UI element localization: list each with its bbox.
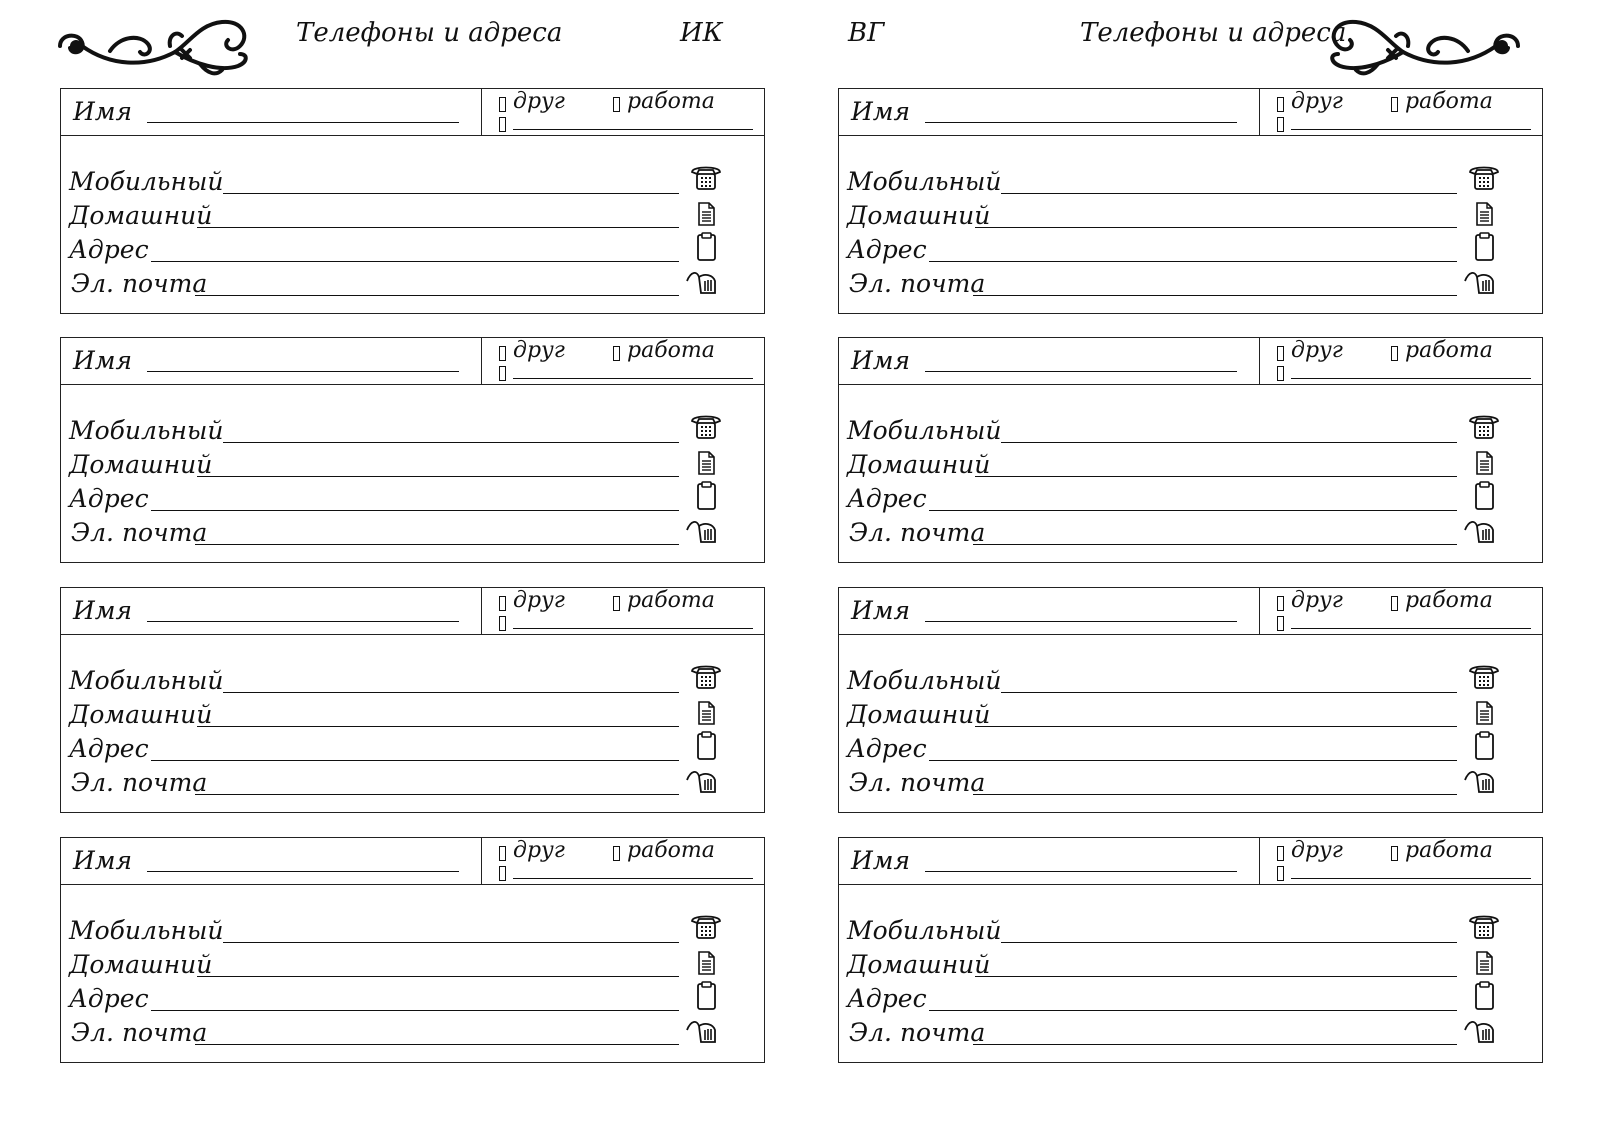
other-checkbox[interactable] xyxy=(499,117,506,132)
telephone-icon xyxy=(1467,163,1501,197)
contact-card xyxy=(60,88,765,314)
work-checkbox[interactable] xyxy=(1391,346,1398,361)
friend-label: друг xyxy=(1291,89,1343,114)
address-label: Адрес xyxy=(847,734,927,763)
address-label: Адрес xyxy=(69,984,149,1013)
card-header-divider xyxy=(481,588,482,634)
mobile-field-line[interactable] xyxy=(1001,942,1457,943)
work-label: работа xyxy=(1405,89,1493,114)
address-label: Адрес xyxy=(847,484,927,513)
friend-checkbox[interactable] xyxy=(1277,97,1284,112)
home-label: Домашний xyxy=(69,700,213,729)
mobile-label: Мобильный xyxy=(69,666,224,695)
name-label: Имя xyxy=(851,346,911,375)
right-swirl-ornament xyxy=(1318,6,1528,86)
address-field-line[interactable] xyxy=(929,1010,1457,1011)
work-label: работа xyxy=(627,89,715,114)
friend-label: друг xyxy=(513,338,565,363)
friend-label: друг xyxy=(1291,338,1343,363)
clipboard-icon xyxy=(1467,980,1501,1014)
home-field-line[interactable] xyxy=(975,976,1457,977)
home-field-line[interactable] xyxy=(975,476,1457,477)
home-field-line[interactable] xyxy=(197,976,679,977)
other-checkbox[interactable] xyxy=(1277,366,1284,381)
name-field-line[interactable] xyxy=(925,122,1237,123)
email-label: Эл. почта xyxy=(849,768,986,797)
home-label: Домашний xyxy=(847,700,991,729)
address-label: Адрес xyxy=(847,235,927,264)
friend-checkbox[interactable] xyxy=(499,97,506,112)
email-label: Эл. почта xyxy=(849,269,986,298)
other-checkbox[interactable] xyxy=(499,616,506,631)
home-label: Домашний xyxy=(69,950,213,979)
other-checkbox[interactable] xyxy=(1277,117,1284,132)
email-label: Эл. почта xyxy=(71,1018,208,1047)
clipboard-icon xyxy=(689,980,723,1014)
computer-mouse-icon xyxy=(685,267,719,301)
address-field-line[interactable] xyxy=(929,510,1457,511)
work-checkbox[interactable] xyxy=(613,97,620,112)
other-checkbox[interactable] xyxy=(1277,866,1284,881)
name-field-line[interactable] xyxy=(147,122,459,123)
email-label: Эл. почта xyxy=(71,768,208,797)
other-checkbox[interactable] xyxy=(499,366,506,381)
left-swirl-ornament xyxy=(50,6,260,86)
document-icon xyxy=(689,199,723,233)
home-label: Домашний xyxy=(69,201,213,230)
email-label: Эл. почта xyxy=(71,269,208,298)
email-field-line[interactable] xyxy=(195,1044,679,1045)
other-checkbox[interactable] xyxy=(499,866,506,881)
telephone-icon xyxy=(689,412,723,446)
mobile-field-line[interactable] xyxy=(223,942,679,943)
address-field-line[interactable] xyxy=(929,760,1457,761)
work-checkbox[interactable] xyxy=(613,596,620,611)
contact-card xyxy=(838,88,1543,314)
mobile-label: Мобильный xyxy=(847,167,1002,196)
mobile-label: Мобильный xyxy=(847,416,1002,445)
mobile-label: Мобильный xyxy=(847,916,1002,945)
contact-card xyxy=(60,587,765,813)
friend-checkbox[interactable] xyxy=(499,596,506,611)
document-icon xyxy=(1467,698,1501,732)
friend-label: друг xyxy=(513,838,565,863)
mobile-label: Мобильный xyxy=(69,916,224,945)
mobile-field-line[interactable] xyxy=(223,442,679,443)
friend-checkbox[interactable] xyxy=(499,346,506,361)
email-field-line[interactable] xyxy=(973,794,1457,795)
center-left-initials: ИК xyxy=(680,18,723,48)
telephone-icon xyxy=(1467,662,1501,696)
clipboard-icon xyxy=(689,480,723,514)
mobile-label: Мобильный xyxy=(69,167,224,196)
friend-checkbox[interactable] xyxy=(1277,596,1284,611)
email-field-line[interactable] xyxy=(195,794,679,795)
other-checkbox[interactable] xyxy=(1277,616,1284,631)
mobile-field-line[interactable] xyxy=(223,193,679,194)
email-field-line[interactable] xyxy=(973,1044,1457,1045)
document-icon xyxy=(689,698,723,732)
clipboard-icon xyxy=(1467,231,1501,265)
other-field-line[interactable] xyxy=(1291,628,1531,629)
email-field-line[interactable] xyxy=(973,544,1457,545)
work-checkbox[interactable] xyxy=(1391,97,1398,112)
contact-card xyxy=(838,587,1543,813)
card-header-divider xyxy=(481,338,482,384)
card-header-divider xyxy=(1259,89,1260,135)
friend-checkbox[interactable] xyxy=(1277,846,1284,861)
name-label: Имя xyxy=(73,596,133,625)
document-icon xyxy=(1467,948,1501,982)
friend-checkbox[interactable] xyxy=(1277,346,1284,361)
computer-mouse-icon xyxy=(1463,267,1497,301)
mobile-field-line[interactable] xyxy=(1001,692,1457,693)
home-field-line[interactable] xyxy=(197,476,679,477)
email-label: Эл. почта xyxy=(71,518,208,547)
computer-mouse-icon xyxy=(685,516,719,550)
left-page-title: Телефоны и адреса xyxy=(296,18,563,48)
computer-mouse-icon xyxy=(1463,1016,1497,1050)
friend-label: друг xyxy=(1291,838,1343,863)
address-field-line[interactable] xyxy=(151,261,679,262)
other-field-line[interactable] xyxy=(1291,129,1531,130)
clipboard-icon xyxy=(1467,730,1501,764)
name-field-line[interactable] xyxy=(147,621,459,622)
home-field-line[interactable] xyxy=(197,227,679,228)
name-field-line[interactable] xyxy=(147,371,459,372)
address-field-line[interactable] xyxy=(151,510,679,511)
telephone-icon xyxy=(689,912,723,946)
friend-label: друг xyxy=(513,89,565,114)
contact-card xyxy=(60,837,765,1063)
card-header-divider xyxy=(1259,588,1260,634)
document-icon xyxy=(1467,448,1501,482)
clipboard-icon xyxy=(689,730,723,764)
card-header-divider xyxy=(1259,338,1260,384)
work-label: работа xyxy=(627,338,715,363)
computer-mouse-icon xyxy=(685,1016,719,1050)
work-checkbox[interactable] xyxy=(1391,596,1398,611)
contact-card xyxy=(838,837,1543,1063)
work-checkbox[interactable] xyxy=(1391,846,1398,861)
computer-mouse-icon xyxy=(1463,516,1497,550)
friend-checkbox[interactable] xyxy=(499,846,506,861)
other-field-line[interactable] xyxy=(1291,378,1531,379)
contact-card xyxy=(60,337,765,563)
home-field-line[interactable] xyxy=(975,726,1457,727)
friend-label: друг xyxy=(513,588,565,613)
home-field-line[interactable] xyxy=(197,726,679,727)
address-field-line[interactable] xyxy=(929,261,1457,262)
address-field-line[interactable] xyxy=(151,760,679,761)
contact-card xyxy=(838,337,1543,563)
name-label: Имя xyxy=(73,846,133,875)
name-field-line[interactable] xyxy=(925,621,1237,622)
name-field-line[interactable] xyxy=(925,871,1237,872)
email-label: Эл. почта xyxy=(849,1018,986,1047)
address-label: Адрес xyxy=(69,734,149,763)
home-field-line[interactable] xyxy=(975,227,1457,228)
work-label: работа xyxy=(1405,338,1493,363)
document-icon xyxy=(1467,199,1501,233)
document-icon xyxy=(689,948,723,982)
work-checkbox[interactable] xyxy=(613,346,620,361)
computer-mouse-icon xyxy=(685,766,719,800)
card-header-divider xyxy=(1259,838,1260,884)
name-label: Имя xyxy=(851,596,911,625)
telephone-icon xyxy=(689,163,723,197)
home-label: Домашний xyxy=(847,201,991,230)
name-label: Имя xyxy=(851,97,911,126)
document-icon xyxy=(689,448,723,482)
work-checkbox[interactable] xyxy=(613,846,620,861)
work-label: работа xyxy=(627,838,715,863)
home-label: Домашний xyxy=(847,950,991,979)
mobile-field-line[interactable] xyxy=(1001,442,1457,443)
name-label: Имя xyxy=(851,846,911,875)
mobile-field-line[interactable] xyxy=(223,692,679,693)
name-field-line[interactable] xyxy=(147,871,459,872)
telephone-icon xyxy=(1467,412,1501,446)
work-label: работа xyxy=(1405,588,1493,613)
name-field-line[interactable] xyxy=(925,371,1237,372)
other-field-line[interactable] xyxy=(513,628,753,629)
email-label: Эл. почта xyxy=(849,518,986,547)
telephone-icon xyxy=(689,662,723,696)
address-label: Адрес xyxy=(69,235,149,264)
name-label: Имя xyxy=(73,97,133,126)
home-label: Домашний xyxy=(847,450,991,479)
mobile-label: Мобильный xyxy=(847,666,1002,695)
address-label: Адрес xyxy=(847,984,927,1013)
center-right-initials: ВГ xyxy=(848,18,885,48)
other-field-line[interactable] xyxy=(513,378,753,379)
other-field-line[interactable] xyxy=(1291,878,1531,879)
right-page-title: Телефоны и адреса xyxy=(1080,18,1347,48)
name-label: Имя xyxy=(73,346,133,375)
computer-mouse-icon xyxy=(1463,766,1497,800)
other-field-line[interactable] xyxy=(513,878,753,879)
address-field-line[interactable] xyxy=(151,1010,679,1011)
card-header-divider xyxy=(481,838,482,884)
clipboard-icon xyxy=(1467,480,1501,514)
work-label: работа xyxy=(1405,838,1493,863)
address-label: Адрес xyxy=(69,484,149,513)
email-field-line[interactable] xyxy=(973,295,1457,296)
mobile-field-line[interactable] xyxy=(1001,193,1457,194)
telephone-icon xyxy=(1467,912,1501,946)
home-label: Домашний xyxy=(69,450,213,479)
email-field-line[interactable] xyxy=(195,544,679,545)
card-header-divider xyxy=(481,89,482,135)
clipboard-icon xyxy=(689,231,723,265)
email-field-line[interactable] xyxy=(195,295,679,296)
other-field-line[interactable] xyxy=(513,129,753,130)
friend-label: друг xyxy=(1291,588,1343,613)
work-label: работа xyxy=(627,588,715,613)
mobile-label: Мобильный xyxy=(69,416,224,445)
